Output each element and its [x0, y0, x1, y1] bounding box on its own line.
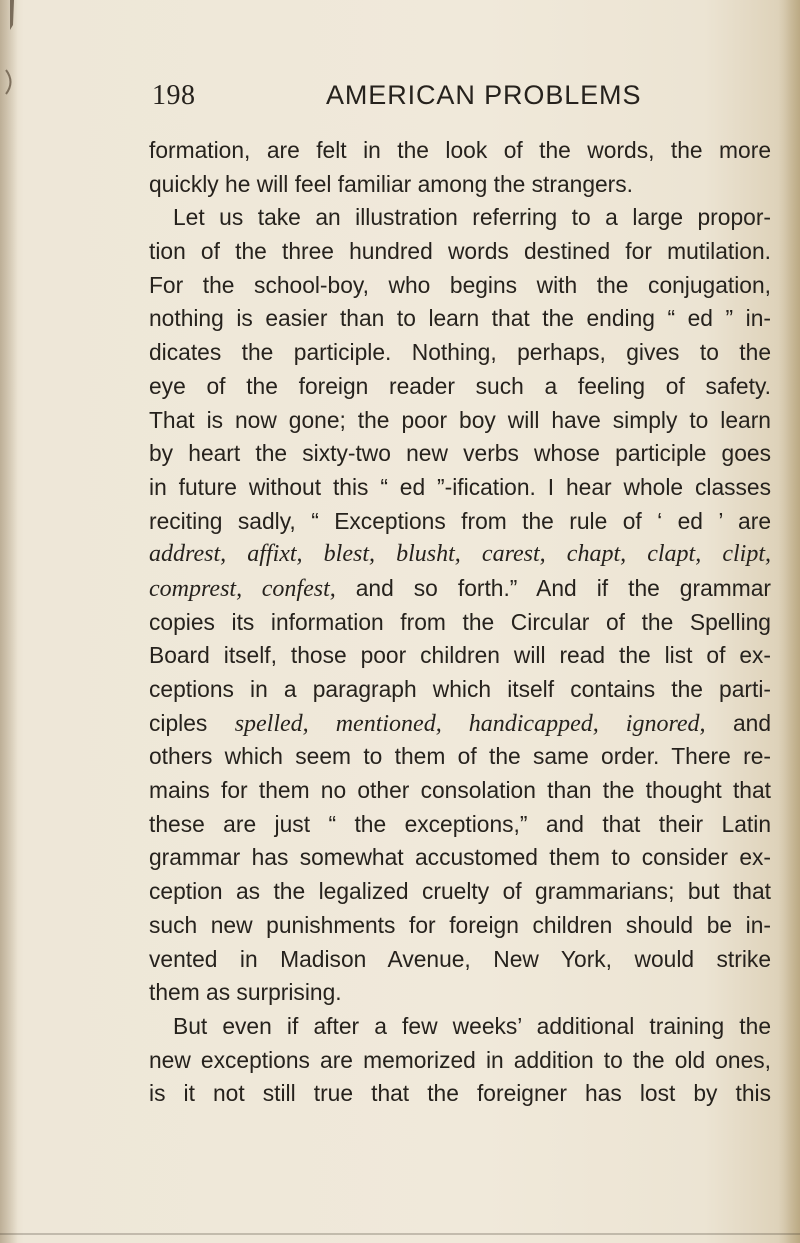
text-line-9: That is now gone; the poor boy will have simply to learn [149, 406, 771, 433]
text-line-27: But even if after a few weeks’ additional training the [173, 1012, 771, 1039]
bottom-scan-edge [0, 1233, 800, 1235]
text-line-17: ceptions in a paragraph which itself contains the parti- [149, 676, 771, 702]
text-line-20: mains for them no other consolation than the thought that [149, 777, 771, 804]
text-line-1: formation, are felt in the look of the words, the more [149, 137, 771, 163]
text-line-12: reciting sadly, “ Exceptions from the rule of ‘ ed ’ are [149, 507, 771, 534]
text-line-16: Board itself, those poor children will read the list of ex- [149, 642, 771, 669]
text-line-21: these are just “ the exceptions,” and that their Latin [149, 810, 771, 837]
text-line-26: them as surprising. [149, 979, 342, 1006]
text-line-23: ception as the legalized cruelty of grammarians; but that [149, 878, 771, 905]
text-line-13-italic-list: addrest, affixt, blest, blusht, carest, chapt, clapt, clipt, [149, 541, 771, 568]
right-page-edge [778, 0, 800, 1243]
text-line-28: new exceptions are memorized in addition to the old ones, [149, 1046, 771, 1073]
text-line-14 [149, 572, 771, 606]
text-line-2: quickly he will feel familiar among the strangers. [149, 170, 634, 197]
text-line-29: is it not still true that the foreigner has lost by this [149, 1080, 771, 1107]
text-line-22: grammar has somewhat accustomed them to consider ex- [149, 844, 771, 871]
text-fragment-and-so-forth: and so forth.” And if the grammar [335, 574, 771, 601]
italic-fragment-participles: spelled, mentioned, handicapped, ignored, [234, 710, 706, 737]
margin-marks [0, 0, 34, 1243]
text-line-18 [149, 707, 771, 741]
text-line-15: copies its information from the Circular of the Spelling [149, 608, 771, 635]
text-line-4: tion of the three hundred words destined for mutilation. [149, 238, 771, 265]
text-fragment-and: and [705, 709, 771, 736]
left-margin-ink-mark [6, 70, 11, 94]
text-line-6: nothing is easier than to learn that the ending “ ed ” in- [149, 305, 771, 332]
text-line-24: such new punishments for foreign children should be in- [149, 911, 771, 938]
body-text [149, 134, 771, 1111]
text-line-25: vented in Madison Avenue, New York, would strike [149, 945, 771, 972]
text-line-11: in future without this “ ed ”-ification. I hear whole classes [149, 473, 771, 500]
page-number: 198 [152, 80, 196, 111]
text-line-5: For the school-boy, who begins with the conjugation, [149, 271, 771, 298]
page-header [152, 80, 642, 124]
text-line-8: eye of the foreign reader such a feeling of safety. [149, 372, 771, 399]
text-line-7: dicates the participle. Nothing, perhaps, gives to the [149, 339, 771, 366]
text-line-19: others which seem to them of the same order. There re- [149, 743, 771, 770]
italic-fragment-comprest-confest: comprest, confest, [149, 575, 336, 602]
text-line-10: by heart the sixty-two new verbs whose participle goes [149, 440, 771, 467]
text-fragment-ciples: ciples [149, 709, 235, 736]
running-head: AMERICAN PROBLEMS [326, 80, 642, 110]
text-line-3: Let us take an illustration referring to a large propor- [173, 204, 771, 231]
top-left-ink-mark [10, 0, 14, 30]
